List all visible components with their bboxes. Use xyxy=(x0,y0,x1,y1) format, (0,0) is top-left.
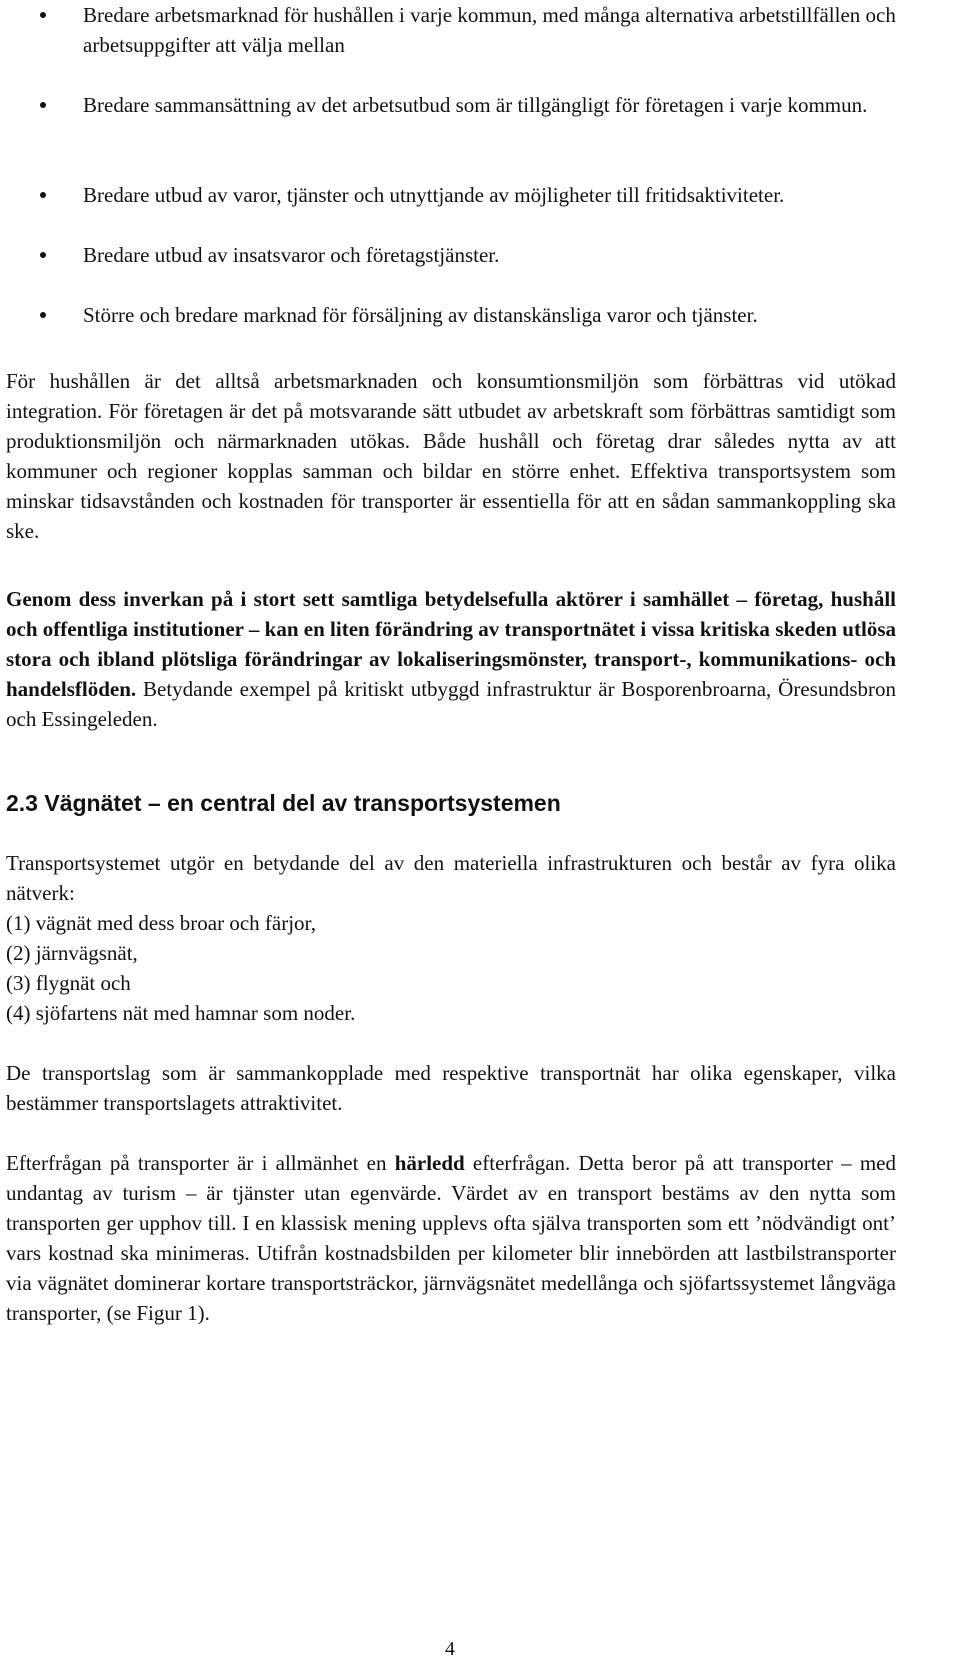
paragraph-integration: För hushållen är det alltså arbetsmarknaden och konsumtionsmiljön som förbättras vid utökad integration. För företagen är det på motsvarande sätt utbudet av arbetskraft som förbättras samtidigt som produktionsmiljön och närmarknaden utökas. Både hushåll och företag drar således nytta av att kommuner och regioner kopplas samman och bildar en större enhet. Effektiva transportsystem som minskar tidsavstånden och kostnaden för transporter är essentiella för att en sådan sammankoppling ska ske. xyxy=(6,369,896,543)
bullet-text: Bredare utbud av insatsvaror och företagstjänster. xyxy=(83,243,500,267)
demand-text-before: Efterfrågan på transporter är i allmänhet en xyxy=(6,1151,395,1175)
bullet-item xyxy=(6,180,784,210)
paragraph-bold-text: Genom dess inverkan på i stort sett samtliga betydelsefulla aktörer i samhället – företag, hushåll och offentliga institutioner – kan en liten förändring av transportnätet i vissa kritiska skeden utlösa stora och ibland plötsliga förändringar av lokaliseringsmönster, transport-, kommunikations- och handelsflöden. xyxy=(6,587,896,701)
bullet-icon xyxy=(40,12,46,18)
bullet-text: Bredare utbud av varor, tjänster och utnyttjande av möjligheter till fritidsaktiviteter. xyxy=(83,183,785,207)
paragraph-transport-network xyxy=(6,584,896,734)
bullet-icon xyxy=(40,192,46,198)
bullet-icon xyxy=(40,312,46,318)
bullet-icon xyxy=(40,102,46,108)
paragraph-demand xyxy=(6,1148,896,1328)
bullet-text: Större och bredare marknad för försäljning av distanskänsliga varor och tjänster. xyxy=(83,303,758,327)
bullet-item xyxy=(6,300,758,330)
network-item: (4) sjöfartens nät med hamnar som noder. xyxy=(6,1001,356,1025)
bullet-text: Bredare sammansättning av det arbetsutbud som är tillgängligt för företagen i varje kommun. xyxy=(83,93,868,117)
bullet-icon xyxy=(40,252,46,258)
bullet-item xyxy=(6,240,499,270)
network-item: (1) vägnät med dess broar och färjor, xyxy=(6,911,316,935)
section-heading: 2.3 Vägnätet – en central del av transportsystemen xyxy=(6,790,561,816)
paragraph-transport-modes: De transportslag som är sammankopplade med respektive transportnät har olika egenskaper, vilka bestämmer transportslagets attraktivitet. xyxy=(6,1061,896,1115)
paragraph-networks xyxy=(6,848,896,1028)
page-number: 4 xyxy=(445,1638,455,1660)
bullet-item xyxy=(6,90,867,120)
network-item: (2) järnvägsnät, xyxy=(6,941,138,965)
network-item: (3) flygnät och xyxy=(6,971,131,995)
bullet-item xyxy=(6,0,896,60)
paragraph-normal-text: Betydande exempel på kritiskt utbyggd infrastruktur är Bosporenbroarna, Öresundsbron och Essingeleden. xyxy=(6,677,896,731)
demand-text-after: efterfrågan. Detta beror på att transporter – med undantag av turism – är tjänster utan egenvärde. Värdet av en transport bestäms av den nytta som transporten ger upphov till. I en klassisk mening upplevs ofta själva transporten som ett ’nödvändigt ont’ vars kostnad ska minimeras. Utifrån kostnadsbilden per kilometer blir innebörden att lastbilstransporter via vägnätet dominerar kortare transportsträckor, järnvägsnätet medellånga och sjöfartssystemet långväga transporter, (se Figur 1). xyxy=(6,1151,896,1325)
demand-bold-term: härledd xyxy=(394,1151,465,1175)
networks-intro: Transportsystemet utgör en betydande del av den materiella infrastrukturen och består av fyra olika nätverk: xyxy=(6,851,896,905)
bullet-text: Bredare arbetsmarknad för hushållen i varje kommun, med många alternativa arbetstillfällen och arbetsuppgifter att välja mellan xyxy=(83,3,896,57)
